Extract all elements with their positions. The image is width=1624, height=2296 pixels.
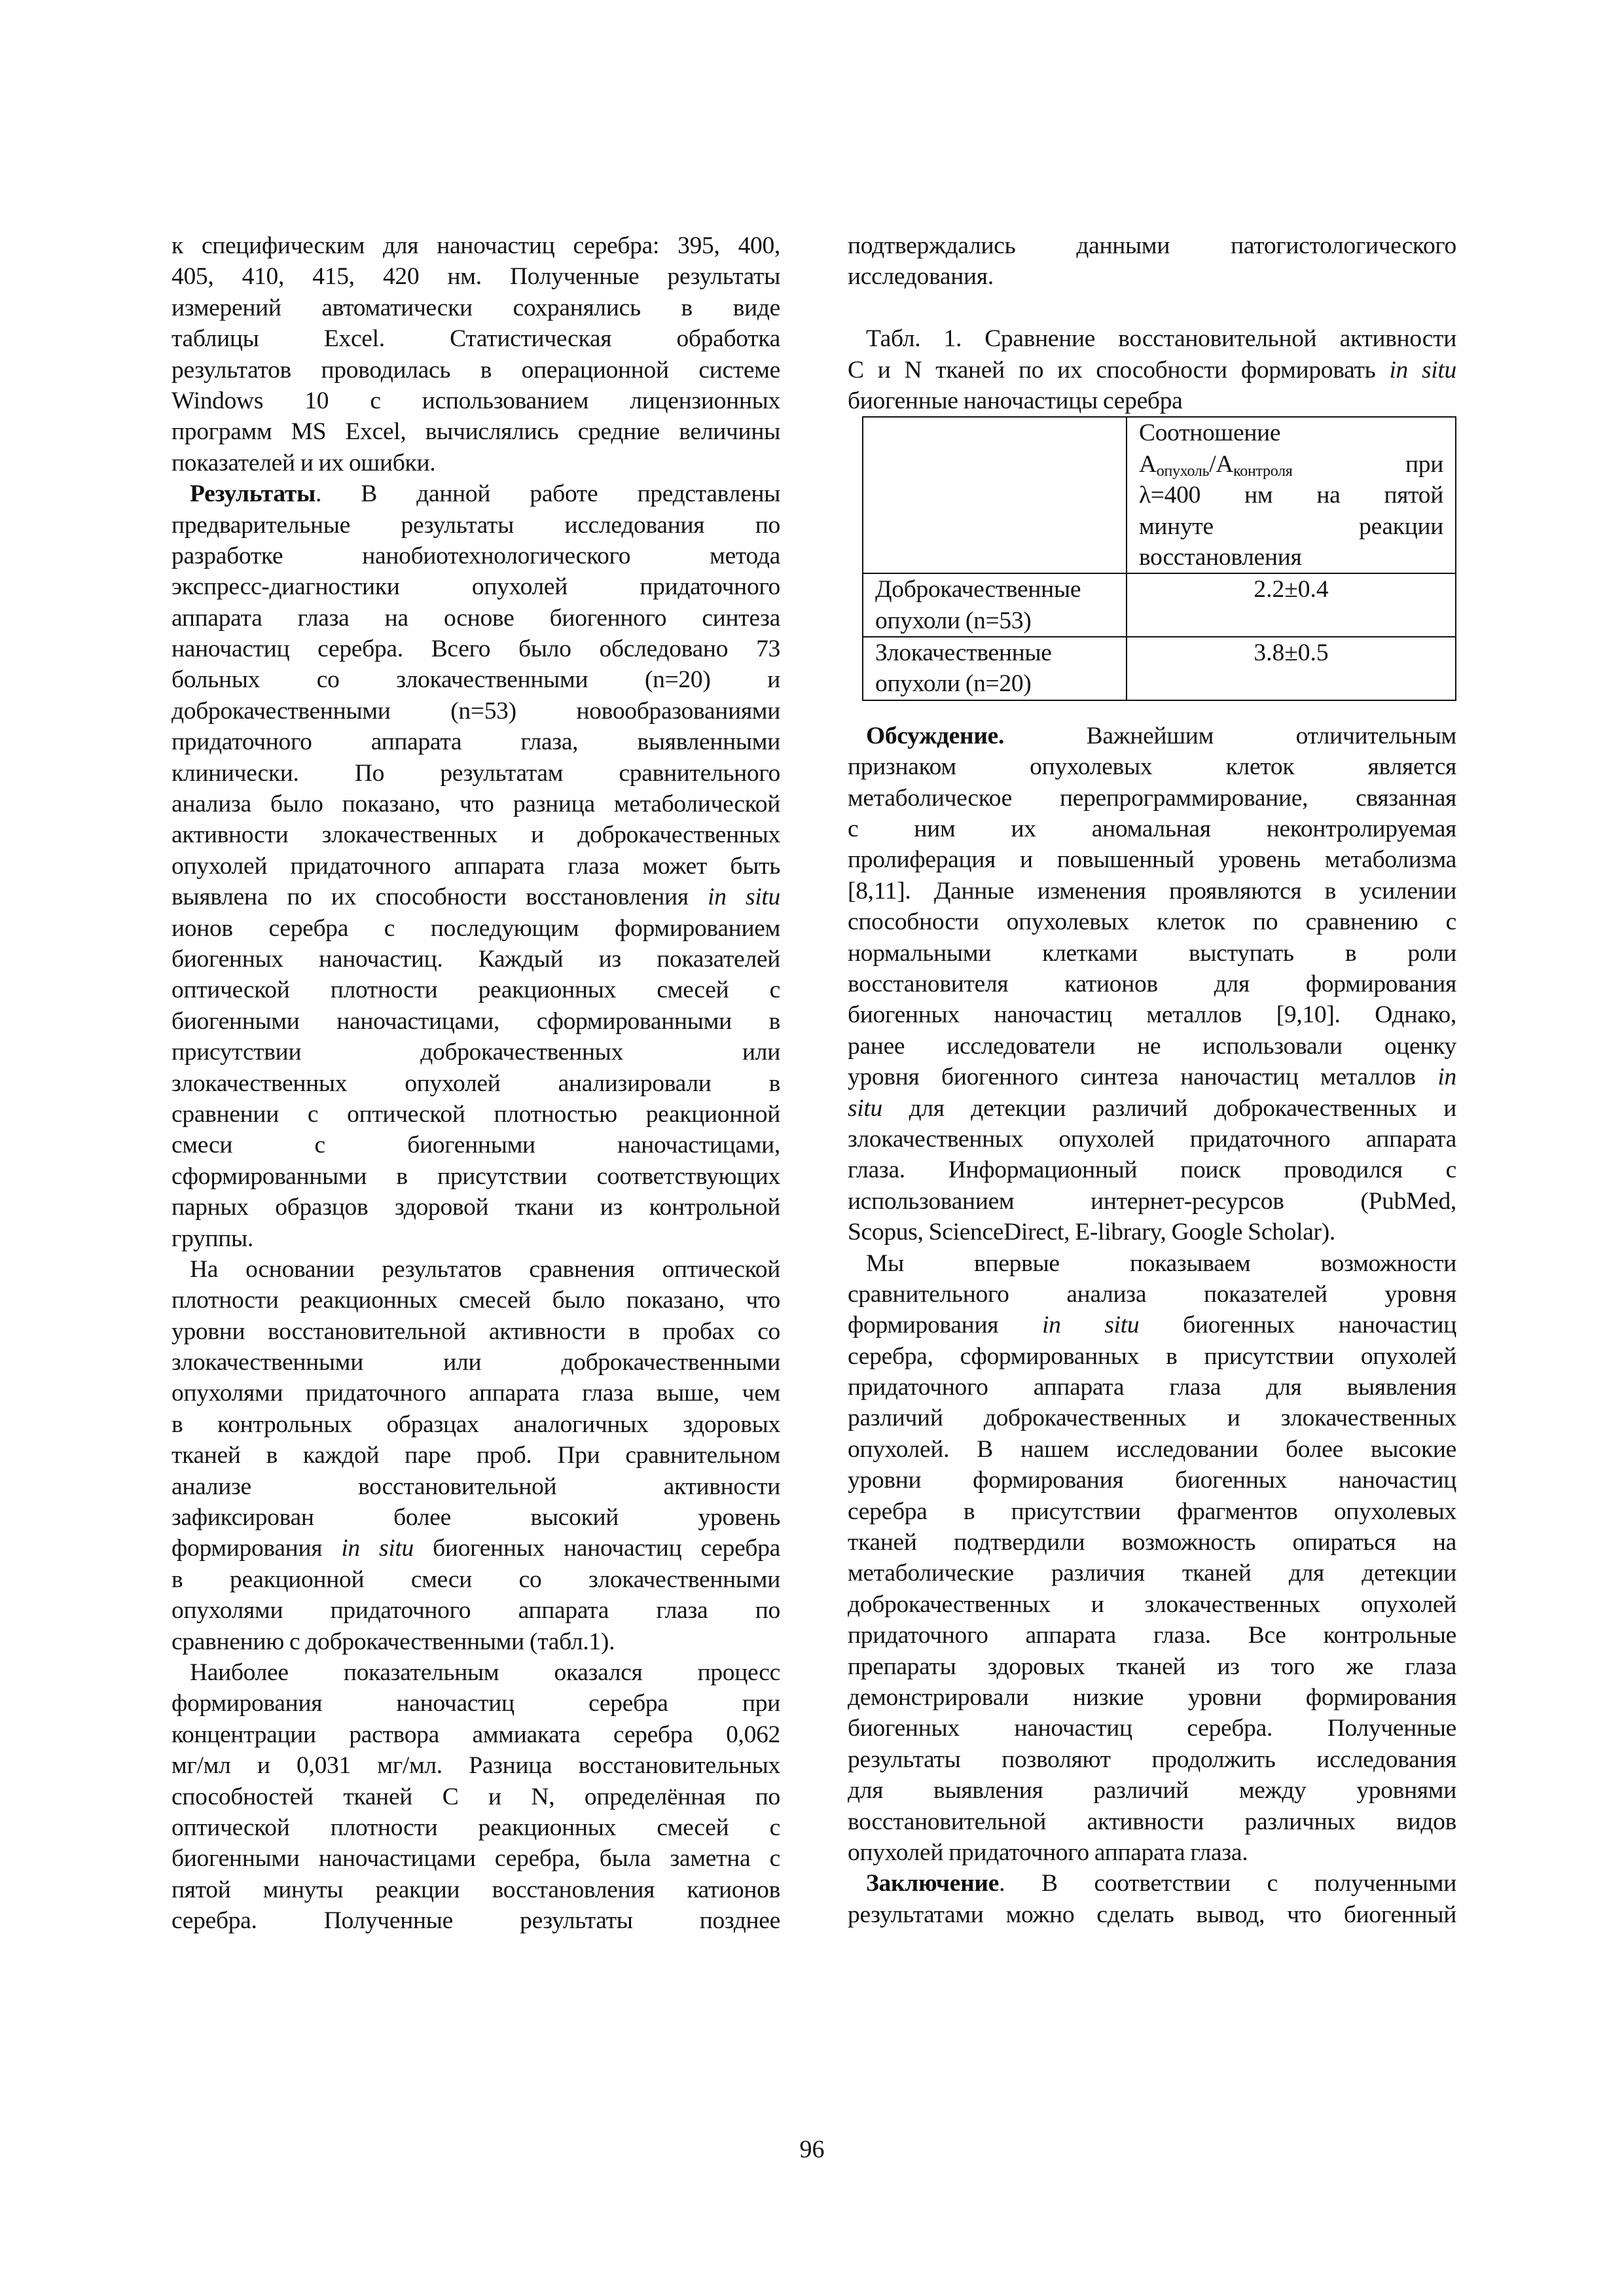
caption-line-3: биогенные наночастицы серебра — [848, 387, 1183, 414]
text-line: придаточного аппарата глаза, выявленными — [171, 728, 780, 756]
text-line: способности опухолевых клеток по сравнению с — [848, 908, 1456, 936]
conclusion-paragraph — [848, 1868, 1456, 1930]
text-line: Windows 10 с использованием лицензионных — [171, 387, 780, 414]
text-line: метаболическое перепрограммирование, связанная — [848, 784, 1456, 812]
discussion-insitu-line: уровня биогенного синтеза наночастиц металлов in — [848, 1064, 1456, 1091]
insitu-term: in situ — [341, 1535, 414, 1562]
table-row-label: Злокачественные опухоли (n=20) — [863, 637, 1127, 700]
text-line: мг/мл и 0,031 мг/мл. Разница восстановительных — [171, 1752, 780, 1780]
text-line: тканей подтвердили возможность опираться на — [848, 1529, 1456, 1556]
text-line: формирования наночастиц серебра при — [171, 1690, 780, 1717]
results-insitu-line: выявлена по их способности восстановления in situ — [171, 884, 781, 911]
first-show-paragraph — [848, 1248, 1456, 1869]
discussion-heading: Обсуждение. — [866, 722, 1005, 749]
basis-paragraph — [171, 1254, 780, 1657]
text-line: опухолями придаточного аппарата глаза по — [171, 1597, 780, 1624]
text-line: [8,11]. Данные изменения проявляются в усилении — [848, 877, 1456, 905]
text-line: восстановительной активности различных видов — [848, 1808, 1456, 1835]
text-line: больных со злокачественными (n=20) и — [171, 666, 780, 694]
text-line: исследования. — [848, 263, 994, 291]
text-line: измерений автоматически сохранялись в виде — [171, 294, 780, 321]
comparison-table — [862, 416, 1456, 701]
text-line: опухолей придаточного аппарата глаза может быть — [171, 852, 780, 880]
text-line: злокачественными или доброкачественными — [171, 1349, 780, 1376]
text-line: восстановителя катионов для формирования — [848, 970, 1456, 997]
text-line: программ MS Excel, вычислялись средние величины — [171, 418, 780, 446]
text-line: клинически. По результатам сравнительного — [171, 759, 780, 787]
text-line: в реакционной смеси со злокачественными — [171, 1566, 780, 1593]
text-line: пролиферация и повышенный уровень метаболизма — [848, 846, 1456, 874]
results-first-line: Результаты. В данной работе представлены — [190, 480, 780, 508]
caption-line-2: С и N тканей по их способности формировать in situ — [848, 356, 1456, 384]
text-line: глаза. Информационный поиск проводился с — [848, 1157, 1456, 1184]
text-line: сравнительного анализа показателей уровня — [848, 1280, 1456, 1308]
text-line: анализа было показано, что разница метаболической — [171, 791, 780, 818]
caption-line-1: Табл. 1. Сравнение восстановительной активности — [866, 325, 1456, 353]
text-line: тканей в каждой паре проб. При сравнительном — [171, 1442, 780, 1469]
text-line: оптической плотности реакционных смесей с — [171, 1814, 780, 1841]
text-line: препараты здоровых тканей из того же глаза — [848, 1653, 1456, 1680]
text-line: опухолями придаточного аппарата глаза выше, чем — [171, 1380, 780, 1407]
text-line: результатов проводилась в операционной системе — [171, 356, 780, 384]
table-row — [863, 573, 1456, 637]
text-line: опухолей придаточного аппарата глаза. — [848, 1839, 1248, 1866]
text-line: ионов серебра с последующим формированием — [171, 914, 780, 942]
discussion-insitu-line-2: situ для детекции различий доброкачественных и — [848, 1094, 1456, 1122]
conclusion-first-line: Заключение. В соответствии с полученными — [866, 1870, 1456, 1897]
text-line: ранее исследователи не использовали оценку — [848, 1032, 1456, 1060]
table-header-row — [863, 417, 1456, 573]
text-line: анализе восстановительной активности — [171, 1473, 780, 1500]
text-line: биогенных наночастиц серебра. Полученные — [848, 1715, 1456, 1742]
text-line: оптической плотности реакционных смесей с — [171, 977, 780, 1004]
text-line: 405, 410, 415, 420 нм. Полученные результаты — [171, 263, 780, 291]
spacer — [848, 293, 1456, 323]
text-line: придаточного аппарата глаза для выявления — [848, 1374, 1456, 1401]
text-line: биогенных наночастиц металлов [9,10]. Однако, — [848, 1001, 1456, 1029]
spacer — [848, 701, 1456, 721]
first-insitu-line: формирования in situ биогенных наночастиц — [848, 1312, 1456, 1339]
basis-insitu-line: формирования in situ биогенных наночастиц серебра — [171, 1535, 780, 1562]
text-line: Мы впервые показываем возможности — [866, 1249, 1456, 1277]
left-column — [171, 230, 780, 1936]
text-line: аппарата глаза на основе биогенного синтеза — [171, 604, 780, 632]
text-line: плотности реакционных смесей было показано, что — [171, 1287, 780, 1314]
text-line: подтверждались данными патогистологического — [848, 232, 1456, 259]
text-line: смеси с биогенными наночастицами, — [171, 1132, 780, 1159]
text-line: признаком опухолевых клеток является — [848, 753, 1456, 781]
insitu-term: in situ — [708, 884, 781, 911]
table-caption — [848, 323, 1456, 416]
text-line: серебра в присутствии фрагментов опухолевых — [848, 1498, 1456, 1525]
text-line: наночастиц серебра. Всего было обследовано 73 — [171, 636, 780, 663]
text-line: группы. — [171, 1225, 253, 1252]
text-line: активности злокачественных и доброкачественных — [171, 821, 780, 849]
text-line: результаты позволяют продолжить исследования — [848, 1746, 1456, 1773]
results-continuation — [848, 230, 1456, 293]
text-line: различий доброкачественных и злокачественных — [848, 1405, 1456, 1432]
text-line: злокачественных опухолей придаточного аппарата — [848, 1125, 1456, 1153]
results-heading: Результаты — [190, 480, 316, 508]
text-line: для выявления различий между уровнями — [848, 1777, 1456, 1804]
text-line: Scopus, ScienceDirect, E-library, Google Scholar). — [848, 1219, 1335, 1246]
text-line: злокачественных опухолей анализировали в — [171, 1069, 780, 1097]
text-line: уровни формирования биогенных наночастиц — [848, 1467, 1456, 1494]
text-line: сравнению с доброкачественными (табл.1). — [171, 1628, 615, 1655]
text-line: серебра. Полученные результаты позднее — [171, 1907, 780, 1935]
text-line: концентрации раствора аммиаката серебра 0,062 — [171, 1721, 780, 1748]
table-row-value: 2.2±0.4 — [1127, 573, 1456, 637]
text-line: На основании результатов сравнения оптической — [190, 1255, 780, 1283]
table-header-ratio-cell: Соотношение $А_{опухоль}/А_{контроля}$ при λ=400 нм на пятой минуте реакции восстановления — [1127, 417, 1456, 573]
page-number: 96 — [799, 2136, 825, 2163]
text-line: уровни восстановительной активности в пробах со — [171, 1318, 780, 1345]
text-line: способностей тканей С и N, определённая по — [171, 1783, 780, 1810]
conclusion-heading: Заключение — [866, 1870, 1000, 1897]
text-line: к специфическим для наночастиц серебра: 395, 400, — [171, 232, 780, 259]
right-column — [848, 230, 1456, 1930]
text-line: парных образцов здоровой ткани из контрольной — [171, 1194, 780, 1221]
text-line: опухолей. В нашем исследовании более высокие — [848, 1435, 1456, 1463]
results-paragraph — [171, 478, 780, 1254]
text-line: Наиболее показательным оказался процесс — [190, 1659, 780, 1686]
most-indicative-paragraph — [171, 1657, 780, 1937]
text-line: в контрольных образцах аналогичных здоровых — [171, 1410, 780, 1438]
text-line: метаболические различия тканей для детекции — [848, 1560, 1456, 1587]
discussion-paragraph — [848, 721, 1456, 1248]
text-line: серебра, сформированных в присутствии опухолей — [848, 1342, 1456, 1370]
text-line: биогенными наночастицами серебра, была заметна с — [171, 1845, 780, 1873]
text-line: с ним их аномальная неконтролируемая — [848, 816, 1456, 843]
text-line: зафиксирован более высокий уровень — [171, 1504, 780, 1532]
text-line: пятой минуты реакции восстановления катионов — [171, 1876, 780, 1903]
text-line: таблицы Excel. Статистическая обработка — [171, 325, 780, 353]
text-line: показателей и их ошибки. — [171, 449, 436, 476]
text-line: предварительные результаты исследования по — [171, 511, 780, 539]
table-row — [863, 637, 1456, 700]
text-line: результатами можно сделать вывод, что биогенный — [848, 1901, 1456, 1928]
text-line: сравнении с оптической плотностью реакционной — [171, 1100, 780, 1128]
text-line: сформированными в присутствии соответствующих — [171, 1162, 780, 1190]
text-line: нормальными клетками выступать в роли — [848, 939, 1456, 967]
table-row-label: Доброкачественные опухоли (n=53) — [863, 573, 1127, 637]
text-line: разработке нанобиотехнологического метода — [171, 542, 780, 569]
text-line: придаточного аппарата глаза. Все контрольные — [848, 1622, 1456, 1649]
text-line: биогенных наночастиц. Каждый из показателей — [171, 945, 780, 973]
text-line: доброкачественными (n=53) новообразованиями — [171, 697, 780, 725]
text-line: доброкачественных и злокачественных опухолей — [848, 1590, 1456, 1618]
discussion-first-line: Обсуждение. Важнейшим отличительным — [866, 722, 1456, 749]
text-line: биогенными наночастицами, сформированными в — [171, 1007, 780, 1035]
text-line: экспресс-диагностики опухолей придаточного — [171, 573, 780, 601]
text-line: присутствии доброкачественных или — [171, 1039, 780, 1066]
text-line: использованием интернет-ресурсов (PubMed, — [848, 1187, 1456, 1215]
table-row-value: 3.8±0.5 — [1127, 637, 1456, 700]
methods-paragraph-tail — [171, 230, 780, 478]
text-line: демонстрировали низкие уровни формирования — [848, 1683, 1456, 1711]
table-header-empty-cell — [863, 417, 1127, 573]
